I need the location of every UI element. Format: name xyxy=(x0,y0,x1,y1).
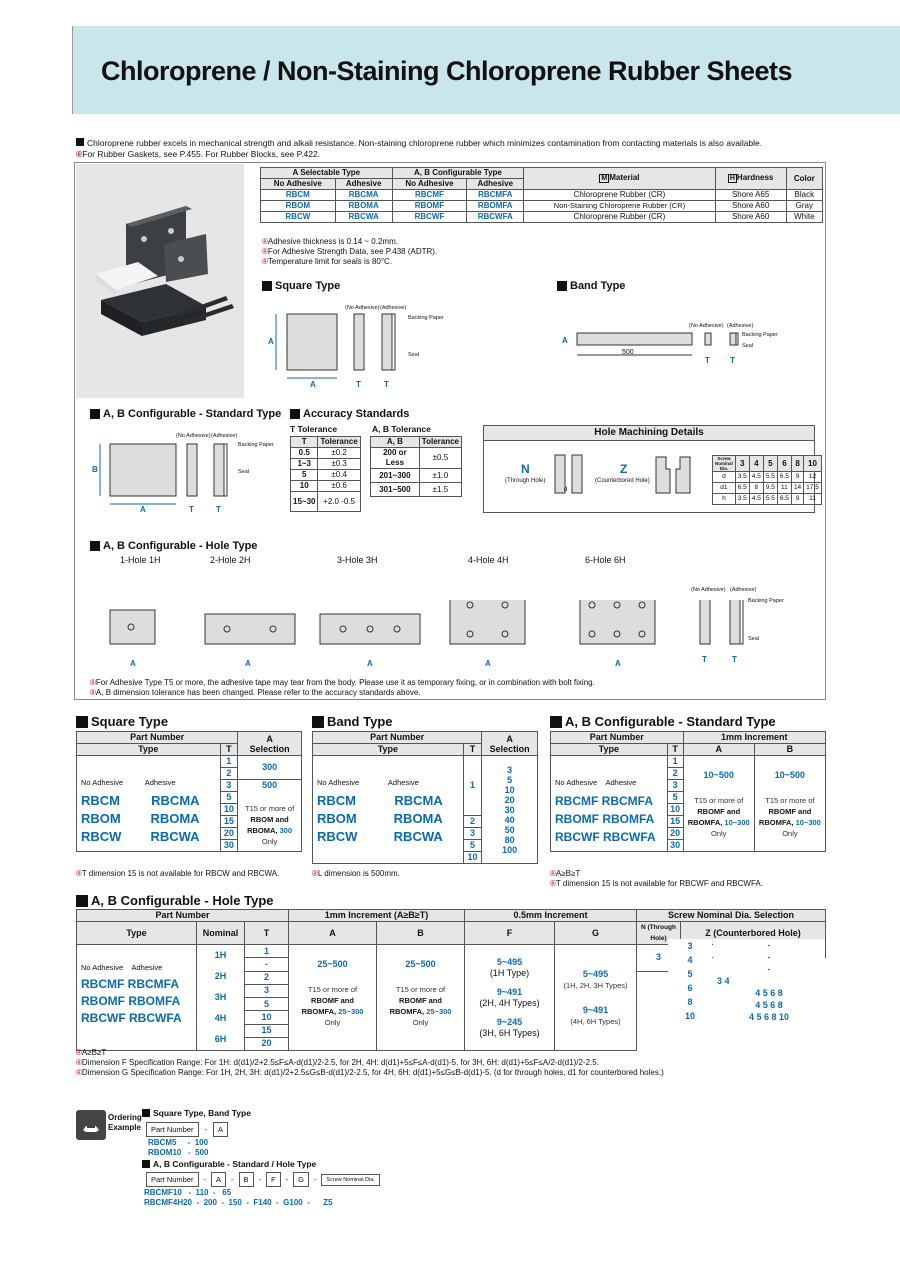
band-note: ®L dimension is 500mm. xyxy=(312,869,400,878)
std-table-heading: A, B Configurable - Standard Type xyxy=(550,714,776,729)
svg-text:T: T xyxy=(730,356,735,365)
hmd-table: Screw Nominal Dia. 3 4 5 6 8 10 d 3.5 4.5 5.5 6.5 9 12 d1 6.5 8 9.5 11 14 17.5 h 3.5 4.5 5.5 6.5 9 11 xyxy=(712,455,822,505)
z-label: Z xyxy=(620,462,628,476)
square-type-diagram xyxy=(262,300,462,390)
hole-notes: ®A≥B≥T ®Dimension F Specification Range: For 1H: d(d1)/2+2.5≤F≤A-d(d1)/2-2.5, for 2H, 4H: d(d1)+5≤F≤A-d(d1)-5, for 3H, 6H: d(d1)+5≤F≤A/2-d(d1)/2-2.5. ®Dimension G Specification Range: For 1H, 2H, 3H: d(d1)/2+2.5≤G≤B-d(d1)/2-2.5, for 4H, 6H: d(d1)+5≤G≤B-d(d1)-5. (d for through holes, d1 for counterbored holes.) xyxy=(76,1048,664,1077)
order-format-1: Part Number - A xyxy=(146,1122,228,1137)
spec-head-color: Color xyxy=(786,168,822,190)
rubber-sheets-image xyxy=(76,164,244,398)
svg-text:A: A xyxy=(310,380,316,389)
sq-seal-label: Seal xyxy=(408,352,420,358)
ab-tolerance-table: A, B Tolerance 200 or Less ±0.5 201~300 ±1.0 301~500 ±1.5 xyxy=(370,436,462,497)
spec-head-a: A Selectable Type xyxy=(261,168,393,179)
hole-no-adh-label: (No Adhesive) xyxy=(691,587,726,593)
svg-text:A: A xyxy=(245,659,251,668)
spec-head-ab: A, B Configurable Type xyxy=(392,168,524,179)
screw-z-values: - - - 3 4 4 5 6 8 4 5 6 8 4 5 6 8 10 xyxy=(713,939,825,1023)
n-sub: (Through Hole) xyxy=(505,478,546,484)
table-row: RBCW RBCWA RBCWF RBCWFA Chloroprene Rubber (CR) Shore A60 White xyxy=(261,212,823,223)
table-row: RBCM RBCMA RBCMF RBCMFA Chloroprene Rubber (CR) Shore A65 Black xyxy=(261,190,823,201)
spec-notes: ®Adhesive thickness is 0.14 ~ 0.2mm. ®For Adhesive Strength Data, see P.438 (ADTR). ®Temperature limit for seals is 80°C. xyxy=(262,237,438,266)
square-type-heading: Square Type xyxy=(262,280,340,292)
band-backing-label: Backing Paper xyxy=(742,332,778,338)
intro-line1: Chloroprene rubber excels in mechanical strength and alkali resistance. Non-staining chloroprene rubber which minimizes contamination from contacting materials is also available. xyxy=(87,138,763,148)
intro: Chloroprene rubber excels in mechanical strength and alkali resistance. Non-staining chloroprene rubber which minimizes contamination from contacting materials is also available. ®For Rubber Gaskets, see P.455. For Rubber Blocks, see P.422. xyxy=(76,138,763,159)
ordering-label: Ordering Example xyxy=(108,1113,142,1132)
order-heading-2: A, B Configurable - Standard / Hole Type xyxy=(142,1159,316,1169)
std-type-table: Part Number 1mm Increment Type T A B No Adhesive Adhesive RBCMF RBCMFA RBOMF RBOMFA RBCWF RBCWFA 1 10~500 T15 or more of RBOMF and RBOMFA, 10~300 Only 10~500 T15 or more of RBOMF and RBOMFA, 10~300 Only 2 3 5 10 15 20 30 xyxy=(550,731,826,852)
product-photo xyxy=(76,164,244,398)
t-tolerance-table: T Tolerance 0.5 ±0.2 1~3 ±0.3 5 ±0.4 10 ±0.6 15~30 +2.0 -0.5 xyxy=(290,436,361,512)
hole-table-heading: A, B Configurable - Hole Type xyxy=(76,893,274,908)
svg-text:T: T xyxy=(356,380,361,389)
band-type-heading: Band Type xyxy=(557,280,625,292)
hole-adh-label: (Adhesive) xyxy=(730,587,757,593)
sq-no-adh-label: (No Adhesive) xyxy=(345,305,380,311)
spec-table xyxy=(260,167,823,223)
title-banner xyxy=(72,26,900,114)
hole-seal-label: Seal xyxy=(748,636,760,642)
through-hole-diagram xyxy=(550,447,590,497)
std-seal-label: Seal xyxy=(238,469,250,475)
square-type-table: Part Number A Selection Type T No Adhesive Adhesive RBCM RBCMA RBOM RBOMA RBCW RBCWA 1 300 2 3 500 T15 or more of RBOM and RBOMA, 300 Only 5 10 15 20 30 xyxy=(76,731,302,852)
hole-6h-label: 6-Hole 6H xyxy=(585,555,626,565)
hole-3h-label: 3-Hole 3H xyxy=(337,555,378,565)
sq-adh-label: (Adhesive) xyxy=(380,305,407,311)
accuracy-heading: Accuracy Standards xyxy=(290,408,409,420)
hole-1h-label: 1-Hole 1H xyxy=(120,555,161,565)
svg-text:d: d xyxy=(564,487,568,493)
counterbored-hole-diagram xyxy=(652,447,694,497)
hole-type-table: Part Number 1mm Increment (A≥B≥T) 0.5mm Increment Screw Nominal Dia. Selection Type Nominal T A B F G N (Through Hole) Z (Counterbored Hole) No Adhesive Adhesive RBCMF RBCMFA RBOMF RBOMFA RBCWF RBCWFA 1H 2H 3H 4H 6H 1 25~500 T15 or more of RBOMF and RBOMFA, 25~300 Only 25~500 T15 or more of RBOMF and RBOMFA, 25~300 Only 5~495 (1H Type) 9~491 (2H, 4H Types) 9~245 (3H, 6H Types) 5~495 (1H, 2H, 3H Types) 9~491 (4H, 6H Types) 3 - 2 3 5 10 15 20 xyxy=(76,909,826,1051)
ab-tol-title: A, B Tolerance xyxy=(372,424,431,434)
spec-head-na2: No Adhesive xyxy=(392,179,467,190)
spec-head-ad2: Adhesive xyxy=(467,179,524,190)
svg-text:T: T xyxy=(702,655,707,664)
std-backing-label: Backing Paper xyxy=(238,442,274,448)
order-examples-1: RBCM5 - 100 RBOM10 - 500 xyxy=(148,1138,209,1157)
svg-text:T: T xyxy=(189,505,194,514)
sq-note: ®T dimension 15 is not available for RBCW and RBCWA. xyxy=(76,869,280,878)
spec-head-material: M Material xyxy=(524,168,715,190)
t-tol-title: T Tolerance xyxy=(290,424,338,434)
hole-2h-label: 2-Hole 2H xyxy=(210,555,251,565)
svg-text:A: A xyxy=(615,659,621,668)
band-length-label: 500 xyxy=(622,349,634,356)
spec-head-ad1: Adhesive xyxy=(335,179,392,190)
spec-head-na1: No Adhesive xyxy=(261,179,336,190)
svg-text:T: T xyxy=(216,505,221,514)
sq-backing-label: Backing Paper xyxy=(408,315,444,321)
band-table-heading: Band Type xyxy=(312,714,393,729)
std-adh-label: (Adhesive) xyxy=(211,433,238,439)
std-no-adh-label: (No Adhesive) xyxy=(176,433,211,439)
hole-backing-label: Backing Paper xyxy=(748,598,784,604)
svg-text:A: A xyxy=(562,336,568,345)
hole-type-heading: A, B Configurable - Hole Type xyxy=(90,540,257,552)
hmd-title: Hole Machining Details xyxy=(484,426,814,441)
std-notes: ®A≥B≥T ®T dimension 15 is not available for RBCWF and RBCWFA. xyxy=(550,869,763,888)
intro-line2: For Rubber Gaskets, see P.455. For Rubber Blocks, see P.422. xyxy=(82,149,321,159)
page-title: Chloroprene / Non-Staining Chloroprene Rubber Sheets xyxy=(101,56,793,86)
screw-n-values: 3 4 5 6 8 10 xyxy=(668,939,712,1023)
band-no-adh-label: (No Adhesive) xyxy=(689,323,724,329)
svg-text:B: B xyxy=(92,465,98,474)
z-sub: (Counterbored Hole) xyxy=(595,478,650,484)
svg-text:A: A xyxy=(485,659,491,668)
band-seal-label: Seal xyxy=(742,343,754,349)
phone-icon xyxy=(76,1110,106,1140)
band-adh-label: (Adhesive) xyxy=(727,323,754,329)
svg-text:T: T xyxy=(384,380,389,389)
svg-text:T: T xyxy=(705,356,710,365)
hole-type-diagrams xyxy=(95,600,795,672)
table-row: RBOM RBOMA RBOMF RBOMFA Non-Staining Chloroprene Rubber (CR) Shore A60 Gray xyxy=(261,201,823,212)
hole-4h-label: 4-Hole 4H xyxy=(468,555,509,565)
svg-text:T: T xyxy=(732,655,737,664)
svg-text:A: A xyxy=(367,659,373,668)
svg-text:A: A xyxy=(130,659,136,668)
spec-head-hardness: H Hardness xyxy=(715,168,786,190)
order-format-2: Part Number - A - B - F - G - Screw Nominal Dia. xyxy=(146,1172,380,1187)
mid-notes: ®For Adhesive Type T5 or more, the adhesive tape may tear from the body. Please use it as temporary fixing, or in combination with bolt fixing. ®A, B dimension tolerance has been changed. Please refer to the accuracy standards above. xyxy=(90,678,595,697)
std-type-heading: A, B Configurable - Standard Type xyxy=(90,408,281,420)
svg-text:A: A xyxy=(268,337,274,346)
order-examples-2: RBCMF10 - 110 - 65 RBCMF4H20 - 200 - 150 - F140 - G100 - Z5 xyxy=(144,1188,333,1207)
n-label: N xyxy=(521,462,530,476)
sq-table-heading: Square Type xyxy=(76,714,168,729)
band-type-table: Part Number A Selection Type T No Adhesive Adhesive RBCM RBCMA RBOM RBOMA RBCW RBCWA 1 3 5 10 20 30 40 50 80 100 2 3 5 10 xyxy=(312,731,538,864)
order-heading-1: Square Type, Band Type xyxy=(142,1108,251,1118)
svg-text:A: A xyxy=(140,505,146,514)
